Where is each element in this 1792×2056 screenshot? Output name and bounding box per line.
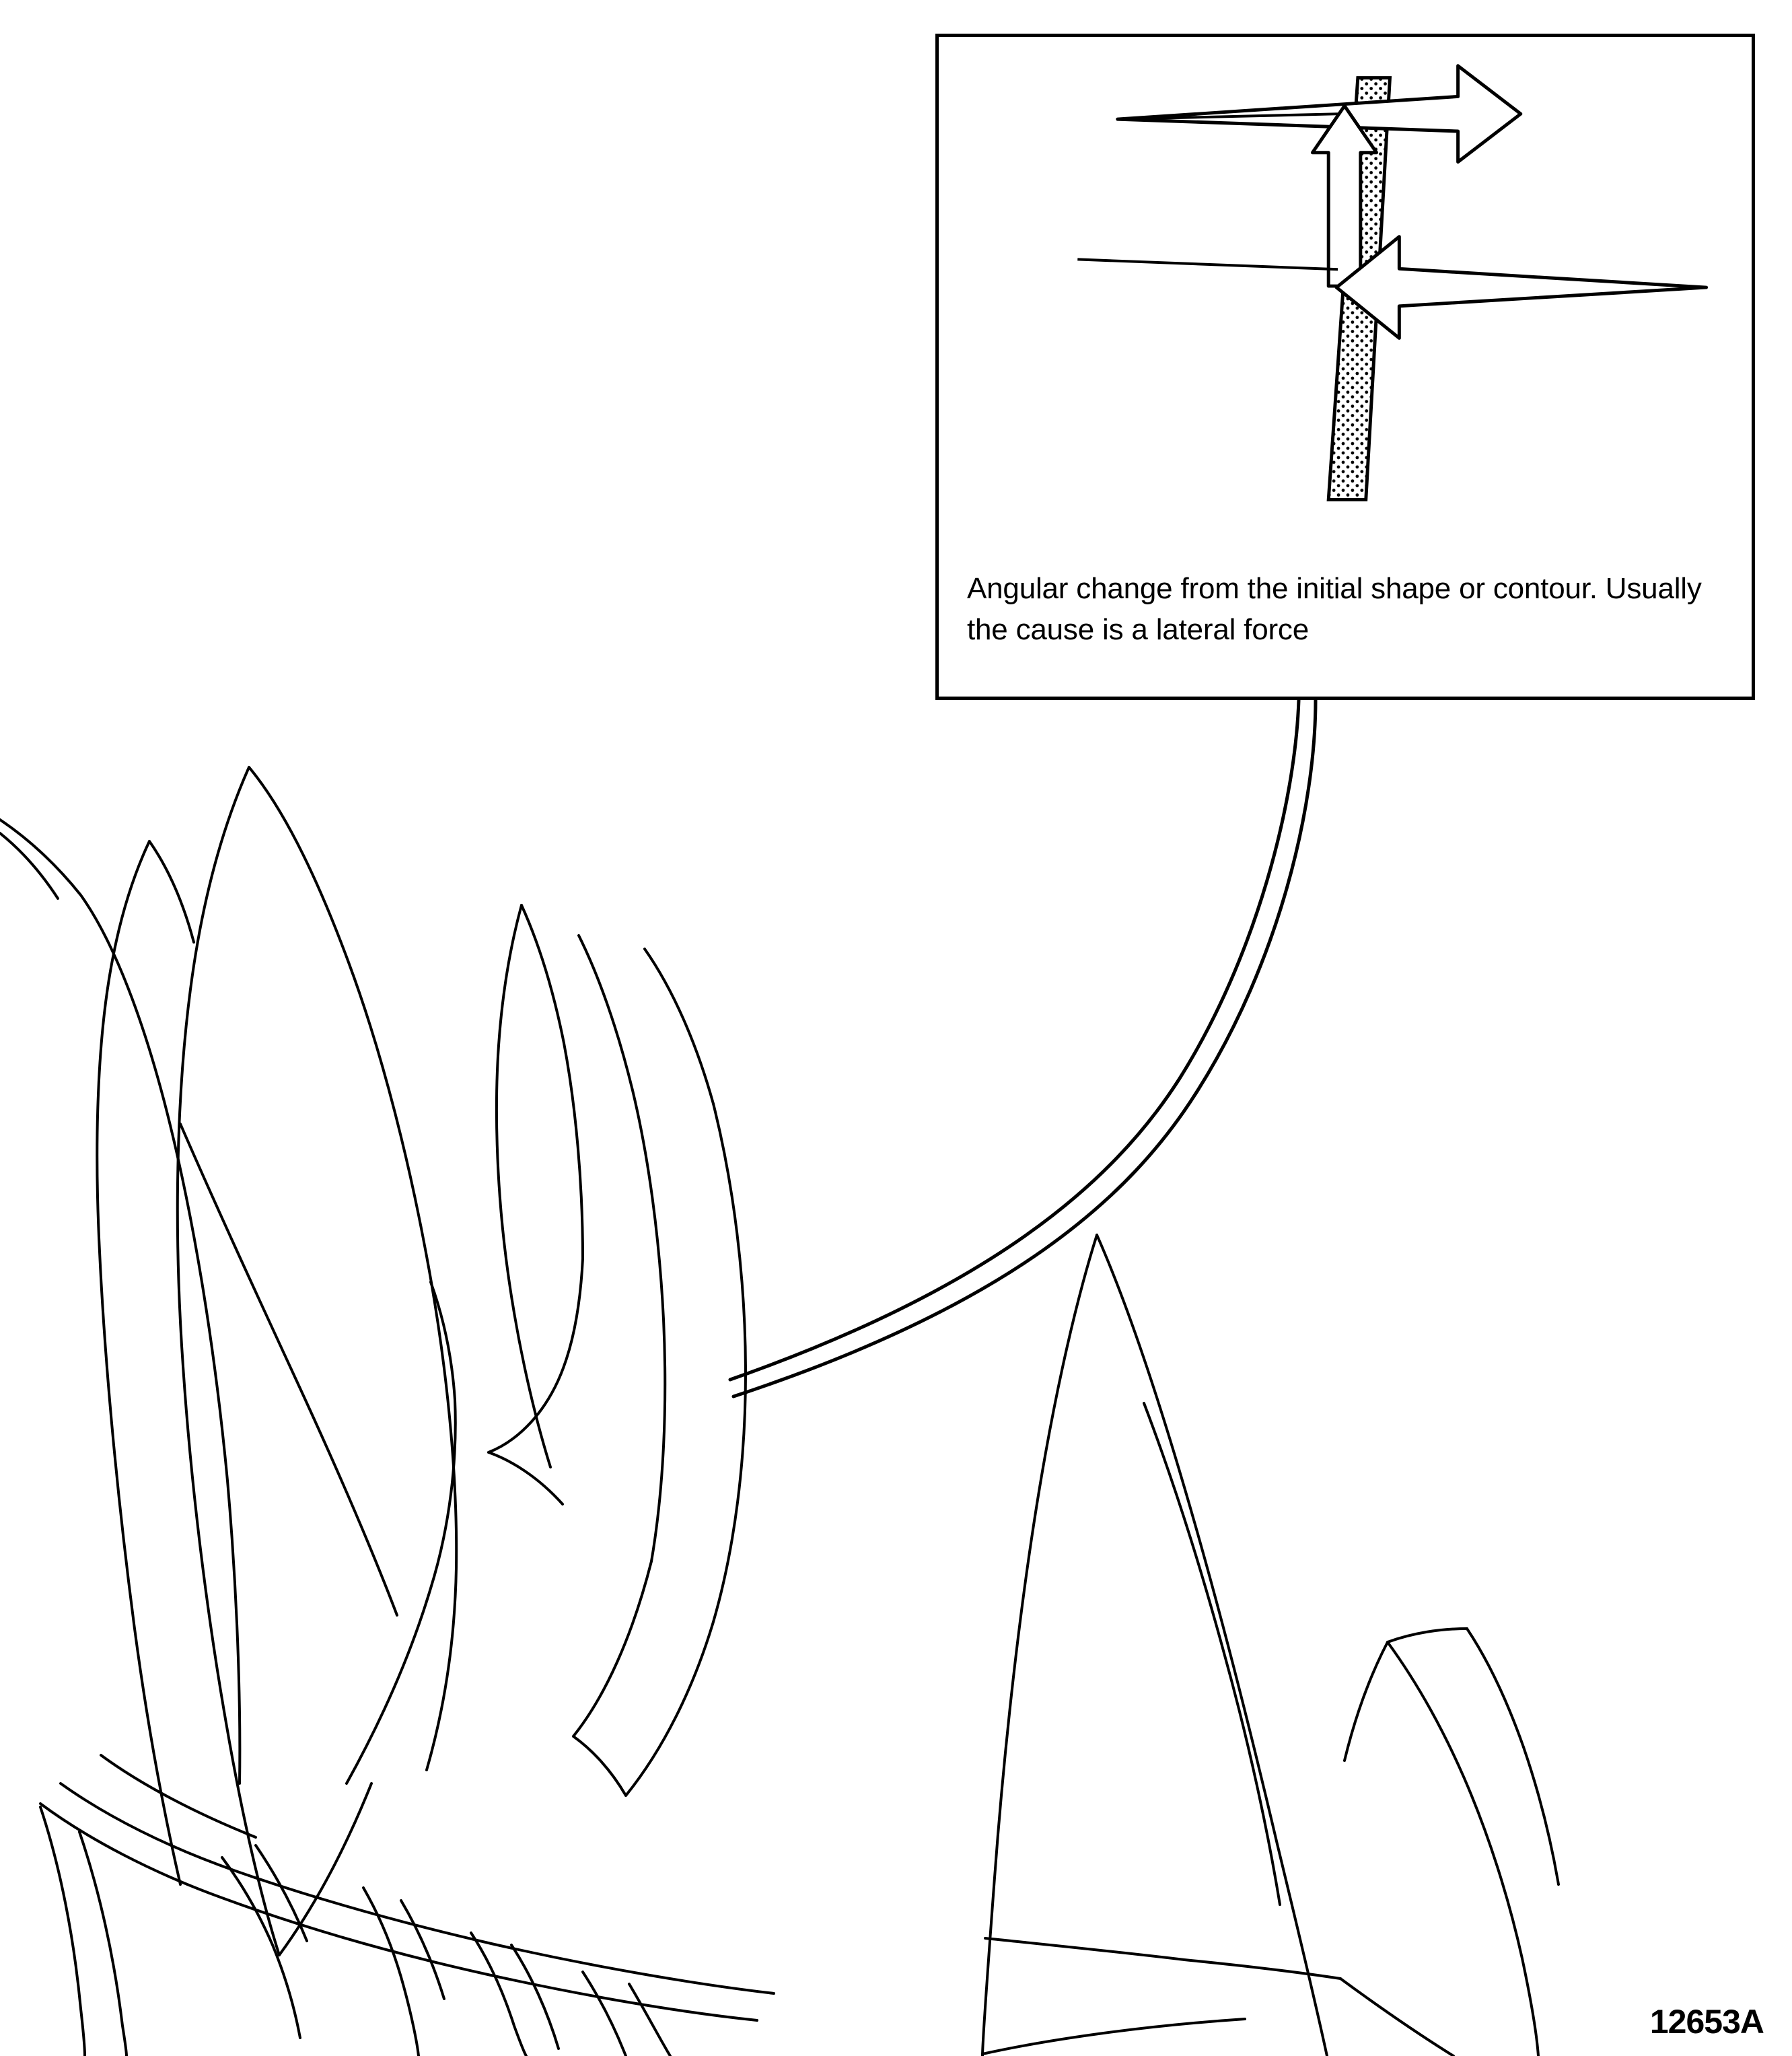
callout-caption: Angular change from the initial shape or contour. Usually the cause is a lateral force — [967, 572, 1702, 646]
callout-detail-diagram — [939, 37, 1752, 548]
arrow-left-icon — [1336, 237, 1706, 339]
leader-line-inner — [730, 700, 1299, 1380]
figure-id-label: 12653A — [1649, 2003, 1764, 2041]
leader-line — [733, 700, 1316, 1396]
callout-box — [935, 34, 1755, 700]
